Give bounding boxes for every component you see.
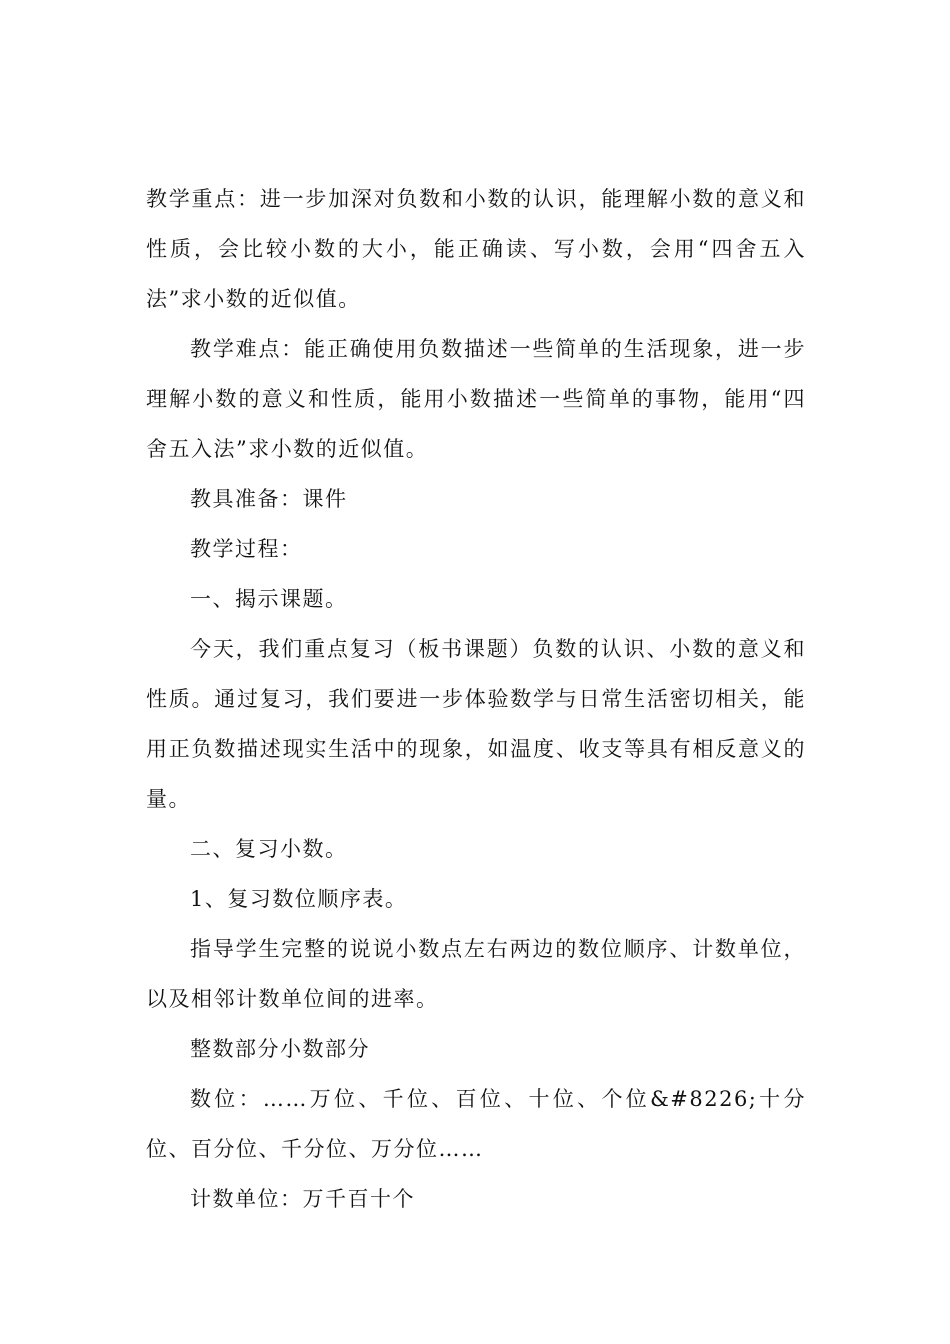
section-heading-1: 一、揭示课题。 — [190, 587, 348, 611]
section-heading-2: 二、复习小数。 — [190, 837, 348, 861]
paragraph-digit-places: 数位：……万位、千位、百位、十位、个位&#8226;十分位、百分位、千分位、万分位…… — [146, 1087, 806, 1161]
paragraph-teaching-difficulty: 教学难点：能正确使用负数描述一些简单的生活现象，进一步理解小数的意义和性质，能用小数描述一些简单的事物，能用“四舍五入法”求小数的近似值。 — [146, 337, 806, 461]
paragraph-teaching-aids: 教具准备：课件 — [190, 487, 348, 511]
paragraph-teaching-focus: 教学重点：进一步加深对负数和小数的认识，能理解小数的意义和性质，会比较小数的大小，能正确读、写小数，会用“四舍五入法”求小数的近似值。 — [146, 187, 806, 311]
subsection-heading-1: 1、复习数位顺序表。 — [190, 887, 408, 911]
paragraph-teaching-process: 教学过程： — [190, 537, 303, 561]
paragraph-counting-units: 计数单位：万千百十个 — [190, 1187, 415, 1211]
paragraph-parts: 整数部分小数部分 — [190, 1037, 370, 1061]
paragraph-introduction: 今天，我们重点复习（板书课题）负数的认识、小数的意义和性质。通过复习，我们要进一步体验数学与日常生活密切相关，能用正负数描述现实生活中的现象，如温度、收支等具有相反意义的量。 — [146, 637, 806, 811]
document-body — [146, 174, 806, 1224]
paragraph-guidance: 指导学生完整的说说小数点左右两边的数位顺序、计数单位，以及相邻计数单位间的进率。 — [146, 937, 806, 1011]
